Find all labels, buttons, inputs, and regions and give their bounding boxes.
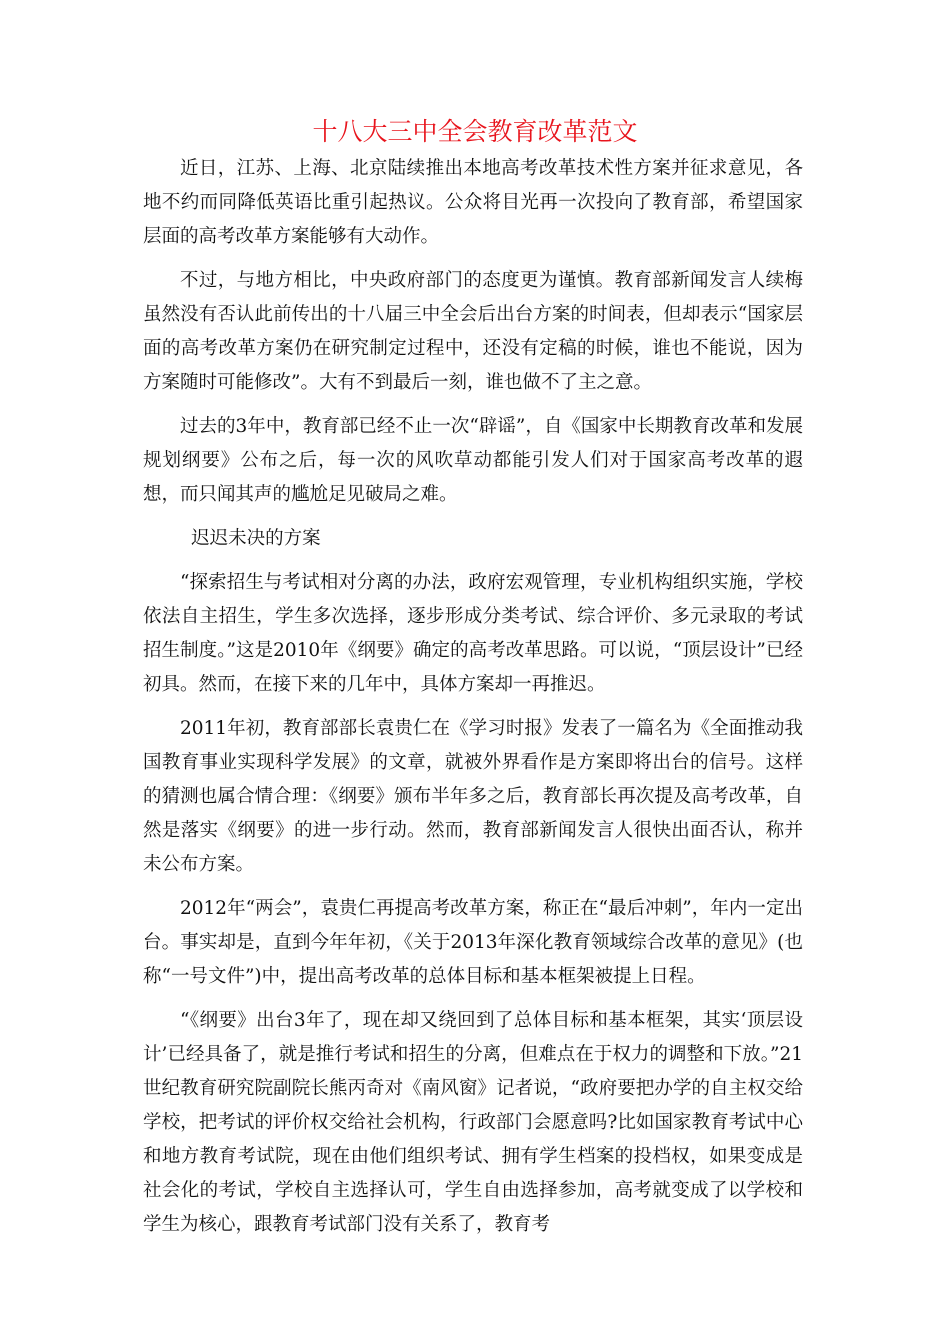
document-title: 十八大三中全会教育改革范文 bbox=[312, 117, 638, 146]
paragraph-4: “探索招生与考试相对分离的办法，政府宏观管理，专业机构组织实施，学校依法自主招生，学生多次选择，逐步形成分类考试、综合评价、多元录取的考试招生制度。”这是2010年《纲要》确定的高考改革思路。可以说，“顶层设计”已经初具。然而，在接下来的几年中，具体方案却一再推迟。 bbox=[143, 572, 803, 695]
paragraph-6: 2012年“两会”，袁贵仁再提高考改革方案，称正在“最后冲刺”，年内一定出台。事实却是，直到今年年初，《关于2013年深化教育领域综合改革的意见》(也称“一号文件”)中，提出高考改革的总体目标和基本框架被提上日程。 bbox=[143, 898, 803, 987]
paragraph-7: “《纲要》出台3年了，现在却又绕回到了总体目标和基本框架，其实‘顶层设计’已经具备了，就是推行考试和招生的分离，但难点在于权力的调整和下放。”21世纪教育研究院副院长熊丙奇对《南风窗》记者说，“政府要把办学的自主权交给学校，把考试的评价权交给社会机构，行政部门会愿意吗?比如国家教育考试中心和地方教育考试院，现在由他们组织考试、拥有学生档案的投档权，如果变成是社会化的考试，学校自主选择认可，学生自由选择参加，高考就变成了以学校和学生为核心，跟教育考试部门没有关系了，教育考 bbox=[143, 1010, 803, 1235]
paragraph-5: 2011年初，教育部部长袁贵仁在《学习时报》发表了一篇名为《全面推动我国教育事业实现科学发展》的文章，就被外界看作是方案即将出台的信号。这样的猜测也属合情合理：《纲要》颁布半年多之后，教育部长再次提及高考改革，自然是落实《纲要》的进一步行动。然而，教育部新闻发言人很快出面否认，称并未公布方案。 bbox=[143, 718, 803, 875]
paragraph-1: 近日，江苏、上海、北京陆续推出本地高考改革技术性方案并征求意见，各地不约而同降低英语比重引起热议。公众将目光再一次投向了教育部，希望国家层面的高考改革方案能够有大动作。 bbox=[143, 158, 803, 247]
section-heading: 迟迟未决的方案 bbox=[191, 528, 321, 549]
document-body bbox=[143, 152, 803, 1252]
paragraph-2: 不过，与地方相比，中央政府部门的态度更为谨慎。教育部新闻发言人续梅虽然没有否认此前传出的十八届三中全会后出台方案的时间表，但却表示“国家层面的高考改革方案仍在研究制定过程中，还没有定稿的时候，谁也不能说，因为方案随时可能修改”。大有不到最后一刻，谁也做不了主之意。 bbox=[143, 270, 803, 393]
paragraph-3: 过去的3年中，教育部已经不止一次“辟谣”，自《国家中长期教育改革和发展规划纲要》公布之后，每一次的风吹草动都能引发人们对于国家高考改革的遐想，而只闻其声的尴尬足见破局之难。 bbox=[143, 416, 803, 505]
